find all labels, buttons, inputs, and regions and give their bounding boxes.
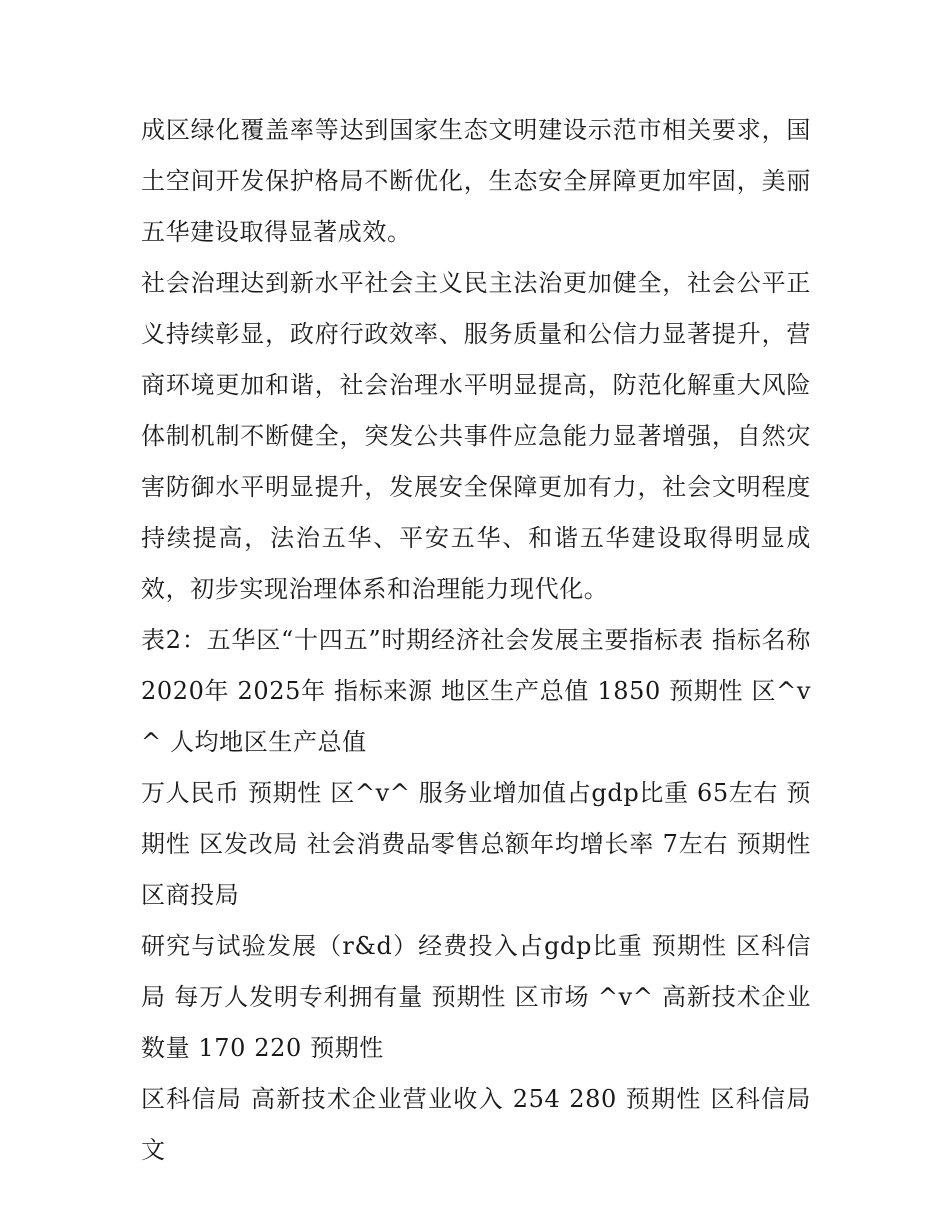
paragraph-ecology: 成区绿化覆盖率等达到国家生态文明建设示范市相关要求，国土空间开发保护格局不断优化，生态安全屏障更加牢固，美丽五华建设取得显著成效。	[141, 116, 811, 246]
paragraph-table-row-hightech: 区科信局 高新技术企业营业收入 254 280 预期性 区科信局 文	[141, 1085, 811, 1164]
document-body	[141, 105, 811, 1176]
paragraph-social-governance: 社会治理达到新水平社会主义民主法治更加健全，社会公平正义持续彰显，政府行政效率、服务质量和公信力显著提升，营商环境更加和谐，社会治理水平明显提高，防范化解重大风险体制机制不断健全，突发公共事件应急能力显著增强，自然灾害防御水平明显提升，发展安全保障更加有力，社会文明程度持续提高，法治五华、平安五华、和谐五华建设取得明显成效，初步实现治理体系和治理能力现代化。	[141, 269, 811, 603]
paragraph-table-row-rnd: 研究与试验发展（r&d）经费投入占gdp比重 预期性 区科信局 每万人发明专利拥有量 预期性 区市场 ^v^ 高新技术企业数量 170 220 预期性	[141, 932, 811, 1062]
paragraph-table-intro: 表2：五华区“十四五”时期经济社会发展主要指标表 指标名称 2020年 2025年 指标来源 地区生产总值 1850 预期性 区^v^ 人均地区生产总值	[141, 626, 811, 756]
paragraph-table-row-services: 万人民币 预期性 区^v^ 服务业增加值占gdp比重 65左右 预期性 区发改局 社会消费品零售总额年均增长率 7左右 预期性 区商投局	[141, 779, 811, 909]
